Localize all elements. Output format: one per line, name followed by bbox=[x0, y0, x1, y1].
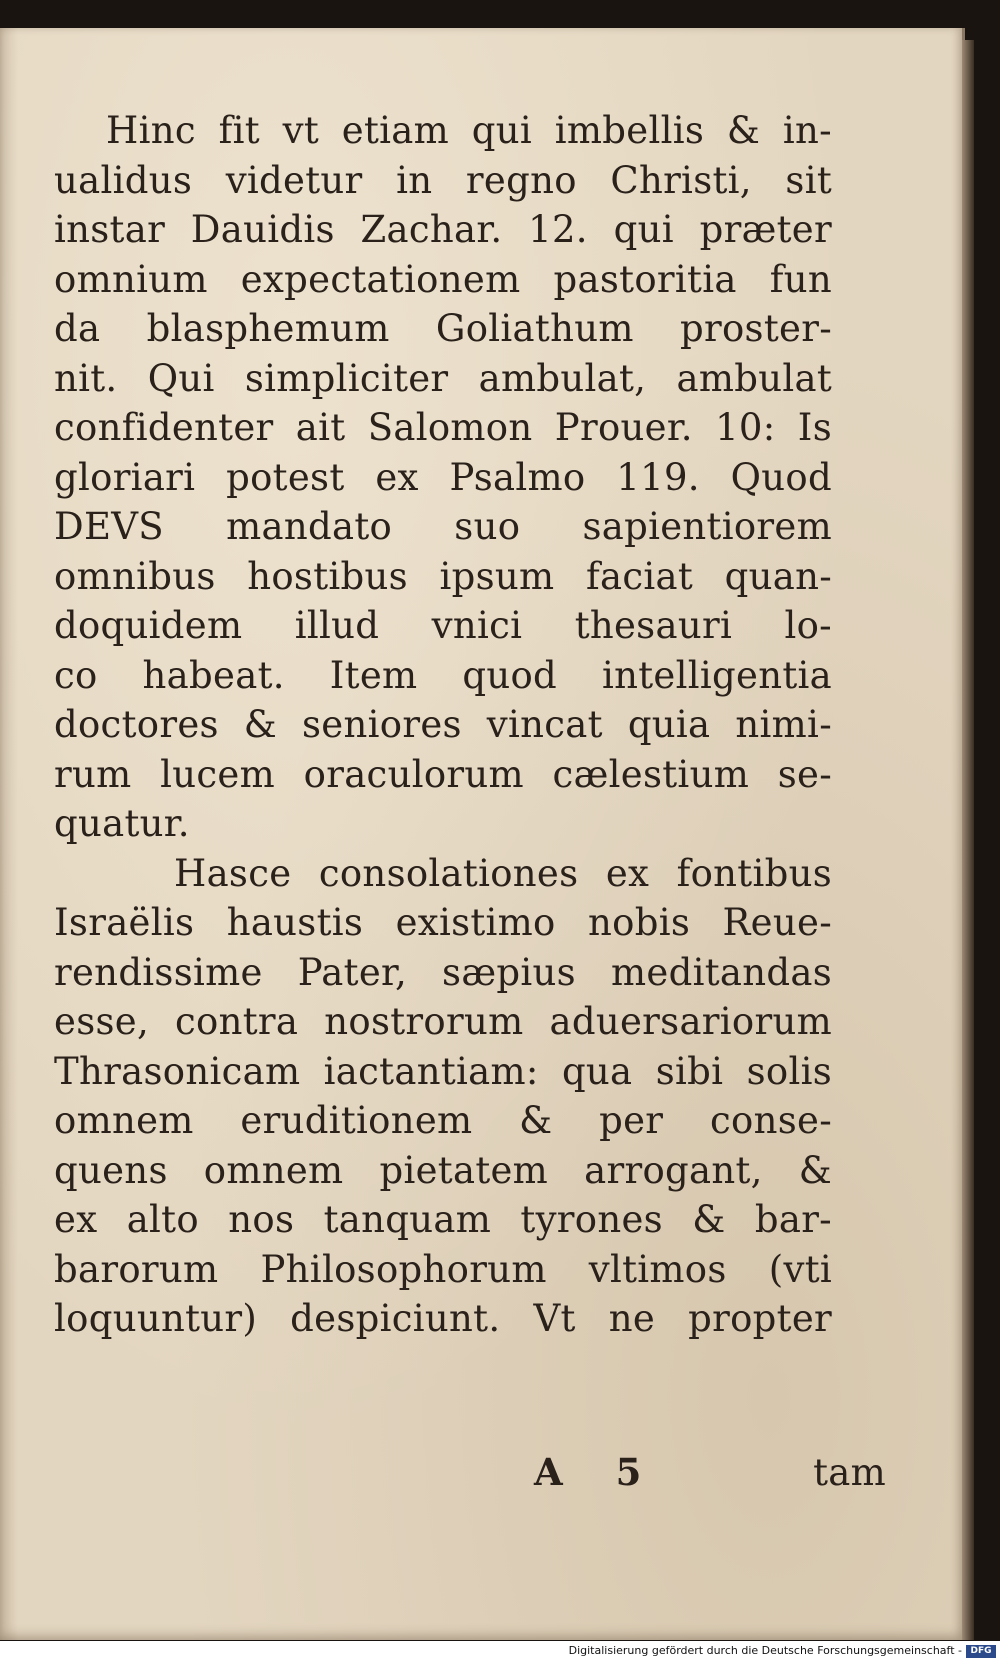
text-line: DEVS mandato suo sapientiorem bbox=[54, 505, 832, 548]
page-foot bbox=[54, 1448, 886, 1498]
text-line: omnium expectationem pastoritia fun bbox=[54, 257, 832, 301]
text-line: rum lucem oraculorum cælestium se- bbox=[54, 752, 832, 796]
text-line: Thrasonicam iactantiam: qua sibi solis bbox=[54, 1049, 832, 1093]
text-line: Israëlis haustis existimo nobis Reue- bbox=[54, 901, 832, 944]
signature-mark: A 5 bbox=[534, 1450, 662, 1494]
page-text bbox=[54, 106, 886, 1494]
text-line: doquidem illud vnici thesauri lo- bbox=[54, 604, 832, 647]
text-line: loquuntur) despiciunt. Vt ne propter bbox=[54, 1297, 832, 1340]
digitization-footer bbox=[0, 1641, 1000, 1663]
text-line: ex alto nos tanquam tyrones & bar- bbox=[54, 1198, 832, 1241]
text-line: omnibus hostibus ipsum faciat quan- bbox=[54, 554, 832, 598]
text-line: da blasphemum Goliathum proster- bbox=[54, 307, 832, 350]
catchword: tam bbox=[813, 1451, 886, 1494]
text-line: Hinc fit vt etiam qui imbellis & in- bbox=[106, 109, 832, 152]
text-line: co habeat. Item quod intelligentia bbox=[54, 653, 832, 697]
text-line: confidenter ait Salomon Prouer. 10: Is bbox=[54, 406, 832, 449]
text-line: esse, contra nostrorum aduersariorum bbox=[54, 1000, 832, 1043]
book-page bbox=[0, 28, 965, 1640]
text-line: quens omnem pietatem arrogant, & bbox=[54, 1148, 832, 1192]
text-line: barorum Philosophorum vltimos (vti bbox=[54, 1247, 832, 1291]
text-line: doctores & seniores vincat quia nimi- bbox=[54, 703, 832, 746]
dfg-logo-icon: DFG bbox=[966, 1645, 996, 1658]
text-line: omnem eruditionem & per conse- bbox=[54, 1099, 832, 1142]
text-line: instar Dauidis Zachar. 12. qui præter bbox=[54, 208, 832, 251]
text-line: gloriari potest ex Psalmo 119. Quod bbox=[54, 455, 832, 499]
footer-credit: Digitalisierung gefördert durch die Deutsche Forschungsgemeinschaft - bbox=[568, 1644, 962, 1657]
text-line: nit. Qui simpliciter ambulat, ambulat bbox=[54, 356, 832, 400]
text-line: ualidus videtur in regno Christi, sit bbox=[54, 158, 832, 202]
text-line: quatur. bbox=[54, 802, 190, 845]
text-line: rendissime Pater, sæpius meditandas bbox=[54, 950, 832, 994]
text-line: Hasce consolationes ex fontibus bbox=[174, 851, 832, 895]
page-edge bbox=[962, 40, 974, 1640]
